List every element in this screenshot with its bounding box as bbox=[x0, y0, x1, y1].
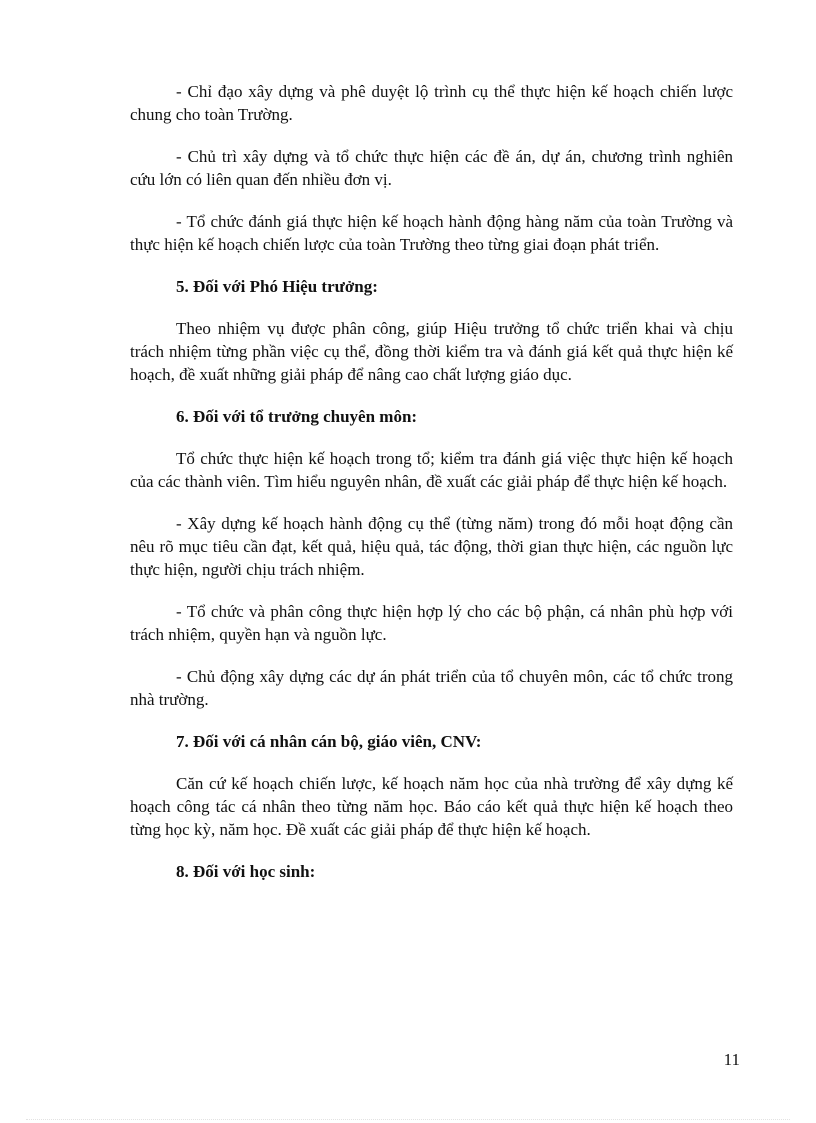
section-heading: 6. Đối với tổ trưởng chuyên môn: bbox=[176, 407, 418, 426]
paragraph: - Tổ chức và phân công thực hiện hợp lý cho các bộ phận, cá nhân phù hợp với trách nhiệm, quyền hạn và nguồn lực. bbox=[130, 602, 733, 644]
paragraph: - Chỉ đạo xây dựng và phê duyệt lộ trình cụ thể thực hiện kế hoạch chiến lược chung cho toàn Trường. bbox=[130, 82, 733, 124]
page-number: 11 bbox=[723, 1050, 740, 1069]
paragraph: - Chủ trì xây dựng và tổ chức thực hiện các đề án, dự án, chương trình nghiên cứu lớn có liên quan đến nhiều đơn vị. bbox=[130, 147, 733, 189]
paragraph: Tổ chức thực hiện kế hoạch trong tổ; kiểm tra đánh giá việc thực hiện kế hoạch của các thành viên. Tìm hiểu nguyên nhân, đề xuất các giải pháp để thực hiện kế hoạch. bbox=[130, 449, 733, 491]
section-heading: 5. Đối với Phó Hiệu trưởng: bbox=[176, 277, 378, 296]
page-bottom-divider bbox=[26, 1119, 790, 1120]
paragraph: - Xây dựng kế hoạch hành động cụ thể (từng năm) trong đó mỗi hoạt động cần nêu rõ mục tiêu cần đạt, kết quả, hiệu quả, tác động, thời gian thực hiện, các nguồn lực thực hiện, người chịu trách nhiệm. bbox=[130, 514, 733, 579]
section-heading: 7. Đối với cá nhân cán bộ, giáo viên, CNV: bbox=[176, 732, 482, 751]
section-heading: 8. Đối với học sinh: bbox=[176, 862, 316, 881]
paragraph: Theo nhiệm vụ được phân công, giúp Hiệu trưởng tổ chức triển khai và chịu trách nhiệm từng phần việc cụ thể, đồng thời kiểm tra và đánh giá kết quả thực hiện kế hoạch, đề xuất những giải pháp để nâng cao chất lượng giáo dục. bbox=[130, 319, 733, 384]
paragraph: Căn cứ kế hoạch chiến lược, kế hoạch năm học của nhà trường để xây dựng kế hoạch công tác cá nhân theo từng năm học. Báo cáo kết quả thực hiện kế hoạch theo từng học kỳ, năm học. Đề xuất các giải pháp để thực hiện kế hoạch. bbox=[130, 774, 733, 839]
page-body bbox=[130, 80, 733, 902]
paragraph: - Chủ động xây dựng các dự án phát triển của tổ chuyên môn, các tổ chức trong nhà trường. bbox=[130, 667, 733, 709]
paragraph: - Tổ chức đánh giá thực hiện kế hoạch hành động hàng năm của toàn Trường và thực hiện kế hoạch chiến lược của toàn Trường theo từng giai đoạn phát triển. bbox=[130, 212, 733, 254]
